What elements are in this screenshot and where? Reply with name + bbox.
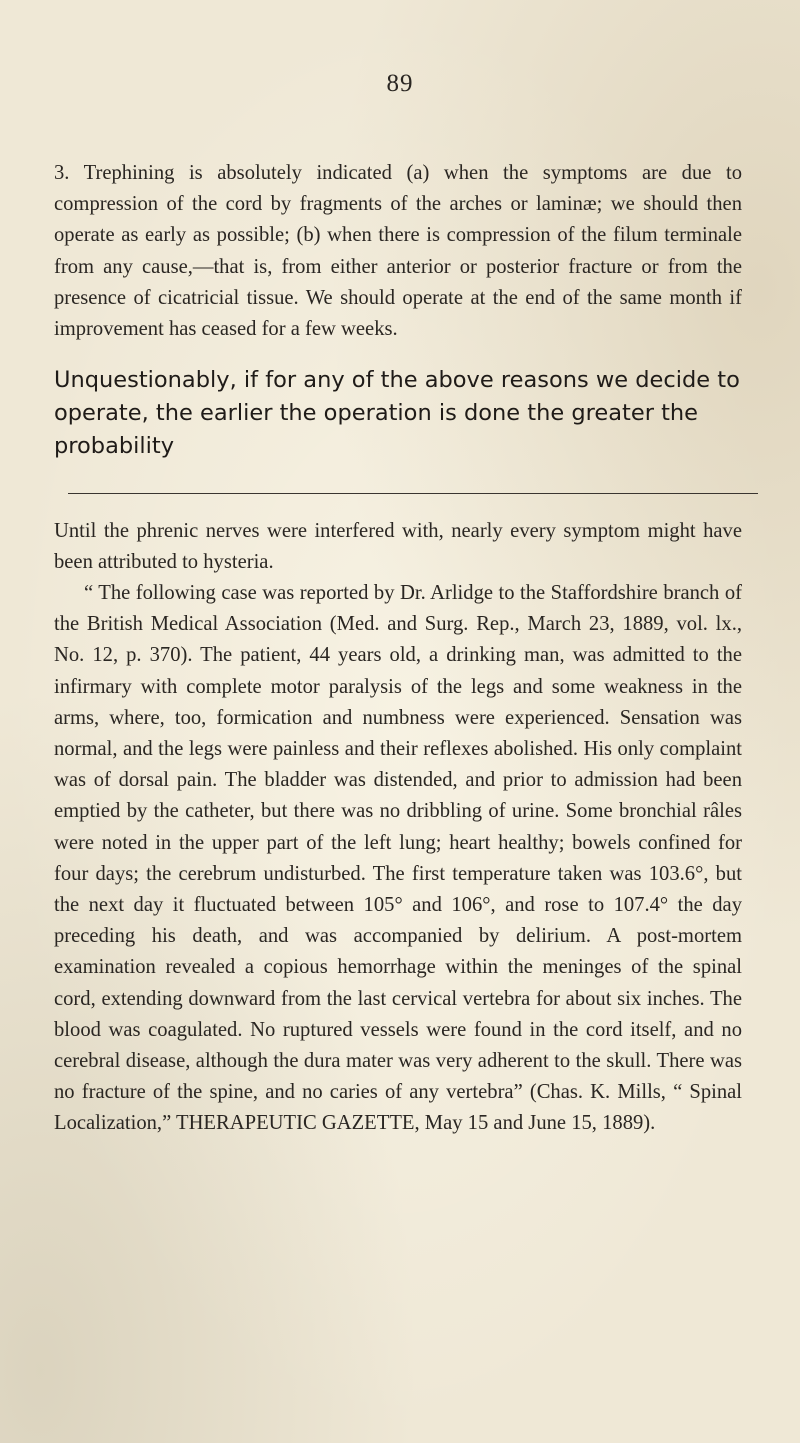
paragraph-case-report: “ The following case was reported by Dr. Arlidge to the Staffordshire branch of the British Medical Association (Med. and Surg. Rep., March 23, 1889, vol. lx., No. 12, p. 370). The patient, 44 years old, a drinking man, was admitted to the infirmary with complete motor paralysis of the legs and some weakness in the arms, where, too, formication and numbness were experienced. Sensation was normal, and the legs were painless and their reflexes abolished. His only complaint was of dorsal pain. The bladder was distended, and prior to admission had been emptied by the catheter, but there was no dribbling of urine. Some bronchial râles were noted in the upper part of the left lung; heart healthy; bowels confined for four days; the cerebrum undisturbed. The first temperature taken was 103.6°, but the next day it fluctuated between 105° and 106°, and rose to 107.4° the day preceding his death, and was accompanied by delirium. A post-mortem examination revealed a copious hemorrhage within the meninges of the spinal cord, extending downward from the last cervical vertebra for about six inches. The blood was coagulated. No ruptured vessels were found in the cord itself, and no cerebral disease, although the dura mater was very adherent to the skull. There was no fracture of the spine, and no caries of any vertebra” (Chas. K. Mills, “ Spinal Localization,” THERAPEUTIC GAZETTE, May 15 and June 15, 1889). bbox=[54, 582, 742, 1135]
page-number: 89 bbox=[386, 70, 414, 97]
paragraph-phrenic-nerves: Until the phrenic nerves were interfered with, nearly every symptom might have been attributed to hysteria. bbox=[54, 520, 742, 573]
paragraph-trephining: 3. Trephining is absolutely indicated (a) when the symptoms are due to compression of the cord by fragments of the arches or laminæ; we should then operate as early as possible; (b) when there is compression of the filum terminale from any cause,—that is, from either anterior or posterior fracture or from the presence of cicatricial tissue. We should operate at the end of the same month if improvement has ceased for a few weeks. bbox=[54, 162, 742, 341]
inserted-heading: Unquestionably, if for any of the above reasons we decide to operate, the earlier the operation is done the greater the probability bbox=[54, 367, 740, 459]
horizontal-rule bbox=[68, 493, 758, 494]
